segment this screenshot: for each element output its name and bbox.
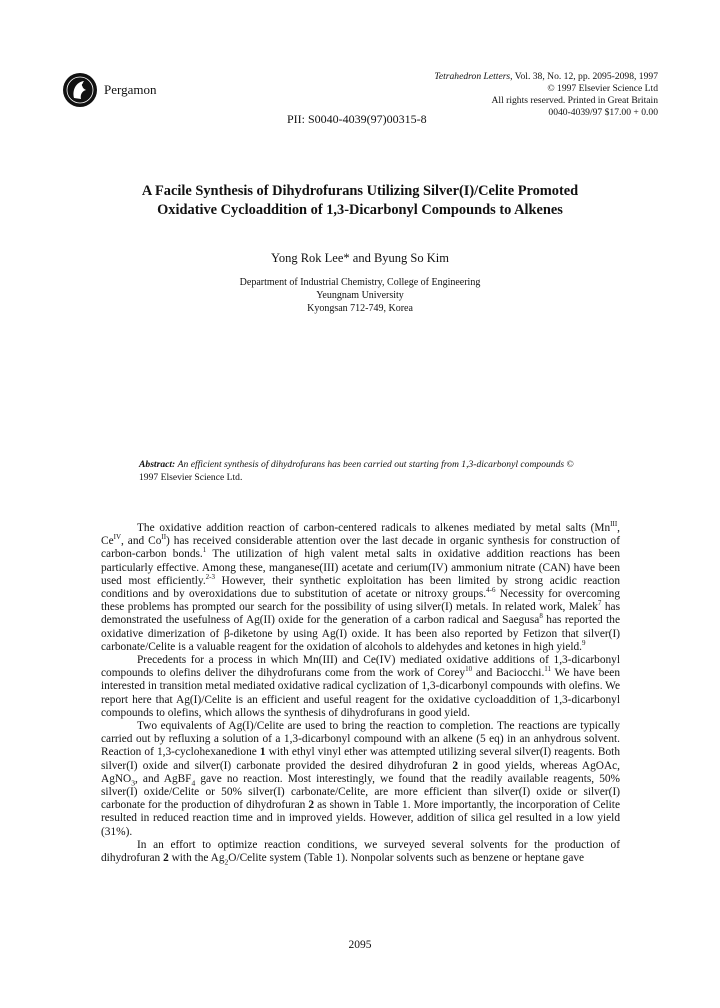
affiliation-line: Department of Industrial Chemistry, College of Engineering xyxy=(239,277,481,288)
paragraph: In an effort to optimize reaction conditions, we surveyed several solvents for the production of dihydrofuran 2 with the $Ag_2O$/Celite system (Table 1). Nonpolar solvents such as benzene or heptane gave xyxy=(101,838,620,867)
paragraph: Two equivalents of Ag(I)/Celite are used to bring the reaction to completion. The reactions are typically carried out by refluxing a solution of a 1,3-dicarbonyl compound with an alkene (5 eq) in an anhydrous solvent. Reaction of 1,3-cyclohexanedione 1 with ethyl vinyl ether was attempted utilizing several silver(I) reagents. Both silver(I) oxide and silver(I) carbonate provided the desired dihydrofuran 2 in good yields, whereas AgOAc, AgNO$_3$, and AgBF$_4$ gave no reaction. Most interestingly, we found that the readily available reagents, 50% silver(I) oxide/Celite or 50% silver(I) carbonate/Celite, are more efficient than silver(I) oxide or silver(I) carbonate for the production of dihydrofuran 2 as shown in Table 1. More importantly, the incorporation of Celite resulted in reduced reaction time and in improved yields. However, addition of silica gel resulted in a low yield (31%). xyxy=(101,720,621,838)
issn: 0040-4039/97 $17.00 + 0.00 xyxy=(548,107,658,118)
title-line-1: A Facile Synthesis of Dihydrofurans Utilizing Silver(I)/Celite Promoted xyxy=(141,183,579,199)
paragraph: Precedents for a process in which Mn(III) and Ce(IV) mediated oxidative additions of 1,3-dicarbonyl compounds to olefins deliver the dihydrofurans come from the work of Corey$^{10}$ and Baciocchi.$^{11}$ We have been interested in transition metal mediated oxidative radical cyclization of 1,3-dicarbonyl compounds with olefins. We report here that Ag(I)/Celite is an efficient and useful reagent for the oxidative cycloaddition of 1,3-dicarbonyl compounds to olefins, which allows the synthesis of dihydrofurans in good yield. xyxy=(101,654,620,719)
journal-name: Tetrahedron Letters xyxy=(434,71,511,82)
publisher-name: Pergamon xyxy=(104,82,157,97)
affiliation-line: Kyongsan 712-749, Korea xyxy=(307,303,413,314)
abstract xyxy=(139,459,579,484)
paragraph: The oxidative addition reaction of carbon-centered radicals to alkenes mediated by metal salts ($Mn^{III}$, $Ce^{IV}$, and $Co^{II}$) has received considerable attention over the last decade in organic synthesis for construction of carbon-carbon bonds.$^1$ The utilization of high valent metal salts in oxidative addition reactions has been particularly effective. Among these, manganese(III) acetate and cerium(IV) ammonium nitrate (CAN) have been used most efficiently.$^{2-3}$ However, their synthetic exploitation has been limited by strong acidic reaction conditions and by overoxidations due to substitution of acetate or nitroxy groups.$^{4-6}$ Necessity for overcoming these problems has prompted our search for the possibility of using silver(I) metals. In related work, Malek$^7$ has demonstrated the usefulness of Ag(II) oxide for the generation of a carbon radical and Saegusa$^8$ has reported the oxidative dimerization of β-diketone by using Ag(I) oxide. It has been also reported by Fetizon that silver(I) carbonate/Celite is a valuable reagent for the oxidation of alcohols to aldehydes and ketones in high yield.$^9$ xyxy=(101,520,621,653)
affiliation-line: Yeungnam University xyxy=(316,290,404,301)
authors: Yong Rok Lee* and Byung So Kim xyxy=(271,251,449,265)
journal-volume: , Vol. 38, No. 12, pp. 2095-2098, 1997 xyxy=(510,71,658,82)
pergamon-logo xyxy=(62,72,98,108)
abstract-copyright: © 1997 Elsevier Science Ltd. xyxy=(139,459,574,483)
abstract-label: Abstract: xyxy=(139,459,176,470)
page-number: 2095 xyxy=(348,939,372,951)
copyright: © 1997 Elsevier Science Ltd xyxy=(547,83,658,94)
body-text xyxy=(101,522,620,865)
rights: All rights reserved. Printed in Great Britain xyxy=(491,95,658,106)
paper-title xyxy=(100,182,620,220)
pii: PII: S0040-4039(97)00315-8 xyxy=(287,112,427,126)
title-line-2: Oxidative Cycloaddition of 1,3-Dicarbonyl Compounds to Alkenes xyxy=(157,202,563,218)
abstract-text: An efficient synthesis of dihydrofurans has been carried out starting from 1,3-dicarbonyl compounds xyxy=(177,459,565,470)
affiliation xyxy=(0,276,720,315)
